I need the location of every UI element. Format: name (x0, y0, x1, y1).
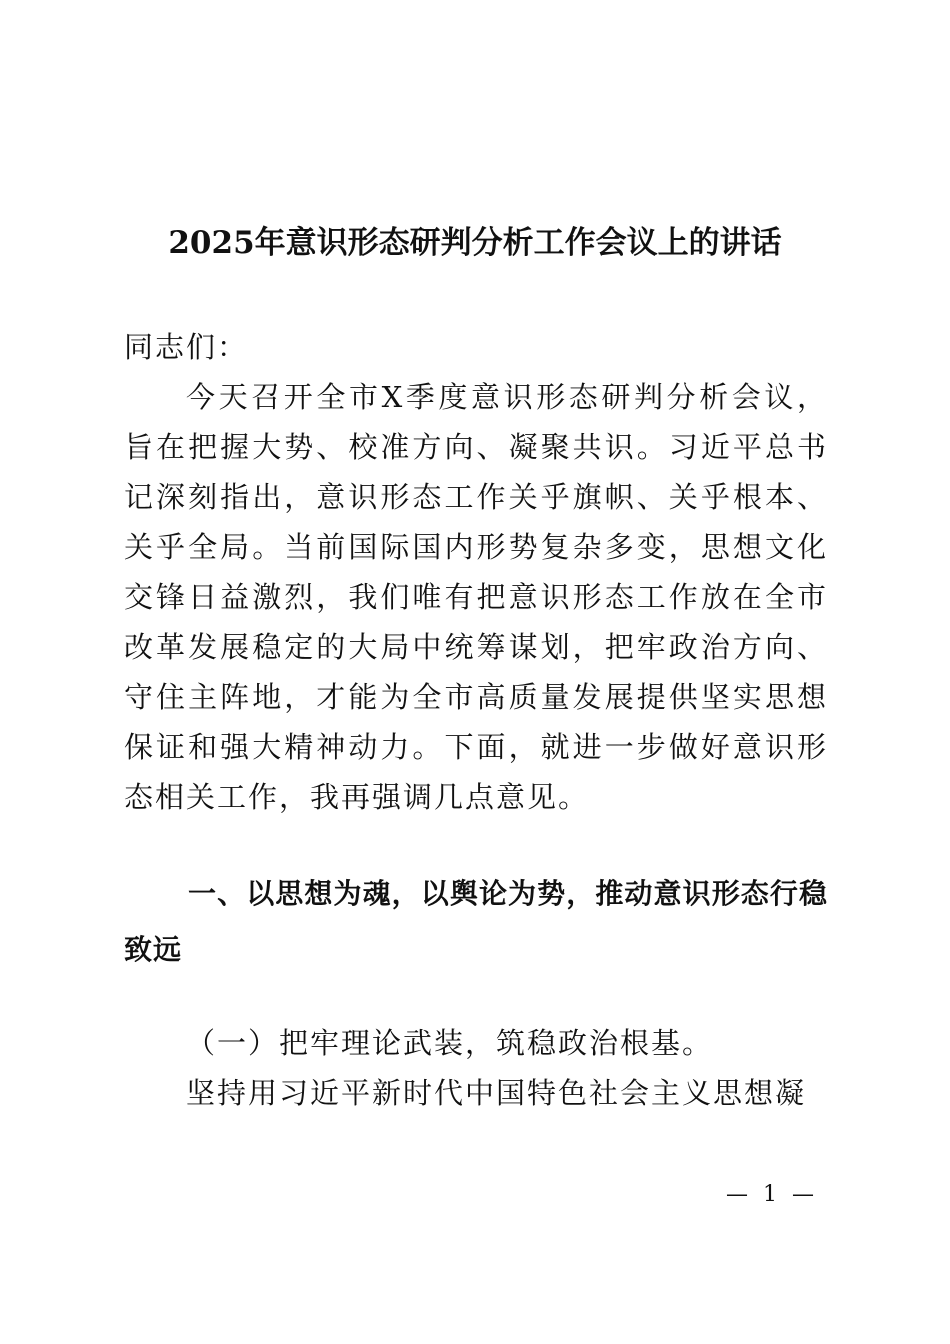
body-paragraph-2: 坚持用习近平新时代中国特色社会主义思想凝 (186, 1076, 807, 1110)
page-number: — 1 — (726, 1182, 818, 1207)
intro-paragraph: 今天召开全市X季度意识形态研判分析会议，旨在把握大势、校准方向、凝聚共识。习近平总书记深刻指出，意识形态工作关乎旗帜、关乎根本、关乎全局。当前国际国内形势复杂多变，思想文化交锋日益激烈，我们唯有把意识形态工作放在全市改革发展稳定的大局中统筹谋划，把牢政治方向、守住主阵地，才能为全市高质量发展提供坚实思想保证和强大精神动力。下面，就进一步做好意识形态相关工作，我再强调几点意见。 (124, 380, 828, 814)
document-title: 2025年意识形态研判分析工作会议上的讲话 (168, 225, 782, 261)
salutation: 同志们： (124, 330, 249, 364)
section-heading-1: 一、以思想为魂，以舆论为势，推动意识形态行稳致远 (124, 877, 828, 966)
subsection-heading-1: （一）把牢理论武装，筑稳政治根基。 (186, 1026, 714, 1060)
